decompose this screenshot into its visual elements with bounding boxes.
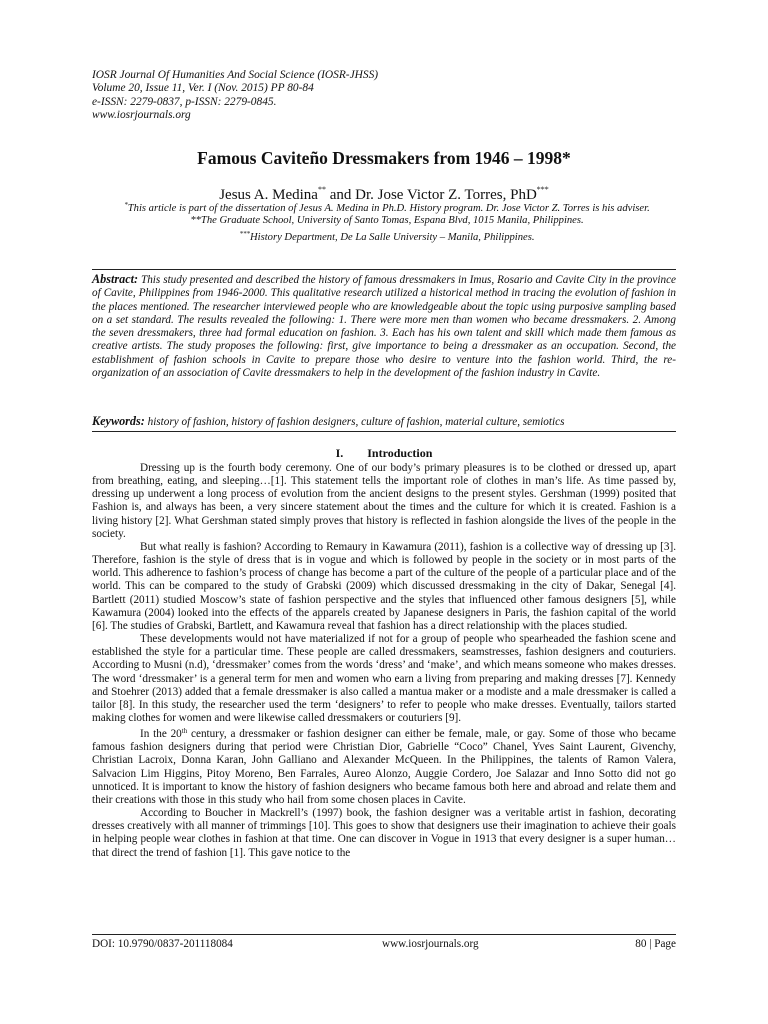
author-medina: Jesus A. Medina — [219, 187, 318, 203]
abstract-top-rule — [92, 269, 676, 270]
affiliation-dlsu — [96, 228, 678, 244]
section-number: I. — [335, 446, 344, 460]
footer-website: www.iosrjournals.org — [382, 938, 479, 950]
author-torres-mark: *** — [536, 185, 549, 194]
keywords — [92, 414, 676, 429]
keywords-text: history of fashion, history of fashion designers, culture of fashion, material culture, semiotics — [144, 416, 565, 428]
affiliations — [96, 199, 678, 244]
body-text — [92, 462, 676, 860]
section-title: Introduction — [367, 446, 433, 460]
footer-rule — [92, 934, 676, 935]
keywords-bottom-rule — [92, 431, 676, 432]
paragraph-1: Dressing up is the fourth body ceremony. One of our body’s primary pleasures is to be clothed or dressed up, apart from breathing, eating, and sleeping…[1]. This statement tells the important role of clothes in man’s life. As time passed by, dressing up underwent a long process of evolution from the ancient designs to the present styles. Gershman (1999) posited that Fashion is, and always has been, a very sincere statement about the times and the culture for which it is created. Fashion is a living history [2]. What Gershman stated simply proves that history is reflected in fashion alongside the lives of the people in the society. — [92, 462, 676, 540]
page-number: 80 | Page — [635, 938, 676, 950]
paragraph-4 — [92, 725, 676, 807]
paragraph-3: These developments would not have materialized if not for a group of people who spearheaded the fashion scene and established the style for a particular time. These people are called dressmakers, seamstresses, fashion designers and couturiers. According to Musni (n.d), ‘dressmaker’ comes from the words ‘dress’ and ‘make’, and which means someone who makes dresses. The word ‘dressmaker’ is a general term for men and women who earn a living from preparing and making dresses [7]. Kennedy and Stoehrer (2013) added that a female dressmaker is also called a mantua maker or a modiste and a male dressmaker is called a tailor [8]. In this study, the researcher used the term ‘designers’ to refer to people who make dresses. Eventually, tailors started making clothes for women and were likewise called dressmakers or couturiers [9]. — [92, 633, 676, 724]
affiliation-dlsu-mark: *** — [239, 229, 250, 238]
article-title: Famous Caviteño Dressmakers from 1946 – 1998* — [197, 148, 571, 168]
author-torres: and Dr. Jose Victor Z. Torres, PhD — [325, 187, 537, 203]
journal-header — [92, 69, 378, 123]
keywords-label: Keywords: — [92, 414, 145, 428]
paragraph-4-start: In the 20 — [140, 728, 182, 741]
section-heading — [0, 446, 768, 460]
dissertation-note — [96, 199, 678, 215]
dissertation-note-mark: * — [124, 201, 128, 209]
journal-issn: e-ISSN: 2279-0837, p-ISSN: 2279-0845. — [92, 95, 277, 108]
paragraph-5: According to Boucher in Mackrell’s (1997) book, the fashion designer was a veritable artist in fashion, decorating dresses creatively with all manner of trimmings [10]. This goes to show that designers use their imagination to achieve their goals in helping people wear clothes in fashion at that time. One can discover in Vogue in 1913 that every designer is a super human…that direct the trend of fashion [1]. This gave notice to the — [92, 807, 676, 859]
abstract-label: Abstract: — [92, 272, 139, 286]
affiliation-ust: **The Graduate School, University of Santo Tomas, Espana Blvd, 1015 Manila, Philippines. — [190, 215, 584, 227]
abstract — [92, 273, 676, 380]
footer-doi: DOI: 10.9790/0837-201118084 — [92, 938, 233, 950]
journal-volume: Volume 20, Issue 11, Ver. I (Nov. 2015) PP 80-84 — [92, 82, 314, 95]
affiliation-dlsu-text: History Department, De La Salle University – Manila, Philippines. — [249, 231, 535, 243]
paragraph-4-rest: century, a dressmaker or fashion designer can either be female, male, or gay. Some of those who became famous fashion designers during that period were Christian Dior, Gabrielle “Coco” Chanel, Yves Saint Laurent, Givenchy, Christian Lacroix, Donna Karan, John Galliano and Alexander McQueen. In the Philippines, the talents of Ramon Valera, Salvacion Lim Higgins, Pitoy Moreno, Ben Farrales, Aureo Alonzo, Auggie Cordero, Joe Salazar and Inno Sotto did not go unnoticed. It is important to know the history of fashion designers who became famous both here and abroad and relate them and their creations with those in this study who hail from some chosen places in Cavite. — [92, 728, 676, 806]
ordinal-suffix: th — [181, 727, 188, 736]
dissertation-note-text: This article is part of the dissertation of Jesus A. Medina in Ph.D. History program. Dr. Jose Victor Z. Torres is his adviser. — [127, 203, 650, 214]
abstract-text: This study presented and described the history of famous dressmakers in Imus, Rosario and Cavite City in the province of Cavite, Philippines from 1946-2000. This qualitative research utilized a historical method in tracing the evolution of fashion in the places mentioned. The researcher interviewed people who are knowledgeable about the topic using purposive sampling based on a set standard. The results revealed the following: 1. There were more men than women who became dressmakers. 2. Among the seven dressmakers, three had formal education on fashion. 3. Each has his own talent and skill which made them famous as creative artists. The study proposes the following: first, give importance to being a dressmaker as an occupation. Second, the establishment of fashion schools in Cavite to prepare those who desire to venture into the fashion world. Third, the re-organization of an association of Cavite dressmakers to help in the development of the fashion industry in Cavite. — [92, 274, 676, 380]
paragraph-2: But what really is fashion? According to Remaury in Kawamura (2011), fashion is a collective way of dressing up [3]. Therefore, fashion is the style of dress that is in vogue and which is followed by people in the society or in most parts of the world. This adherence to fashion’s process of change has become a part of the culture of the people of a particular place and of the world. This can be compared to the study of Grabski (2009) which discussed dressmaking in the city of Dakar, Senegal [4]. Bartlett (2011) studied Moscow’s state of fashion perspective and the styles that influenced other famous designers [5], while Kawamura (2004) looked into the effects of the apparels created by Japanese designers in Paris, the fashion capital of the world [6]. The studies of Grabski, Bartlett, and Kawamura reveal that fashion has a direct relationship with the places studied. — [92, 540, 676, 632]
journal-website: www.iosrjournals.org — [92, 109, 191, 122]
author-medina-mark: ** — [317, 185, 326, 194]
journal-name: IOSR Journal Of Humanities And Social Science (IOSR-JHSS) — [92, 69, 379, 81]
